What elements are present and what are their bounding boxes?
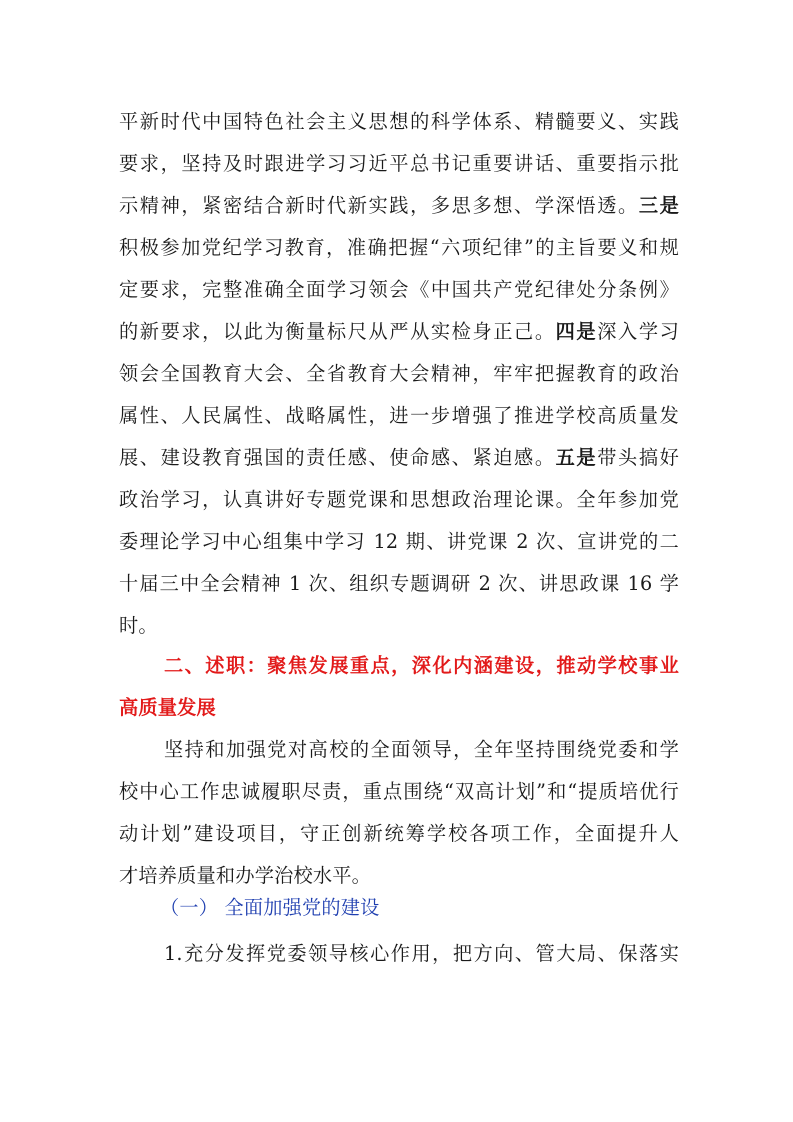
paragraph-line: 展、建设教育强国的责任感、使命感、紧迫感。五是带头搞好 (119, 446, 679, 469)
bold-ordinal: 五是 (555, 446, 598, 469)
paragraph-line: 委理论学习中心组集中学习 12 期、讲党课 2 次、宣讲党的二 (119, 530, 679, 553)
bold-ordinal: 四是 (555, 320, 598, 343)
paragraph-line: 校中心工作忠诚履职尽责，重点围绕“双高计划”和“提质培优行 (119, 780, 679, 803)
paragraph-line: 1.充分发挥党委领导核心作用，把方向、管大局、保落实 (164, 942, 679, 965)
paragraph-line: 要求，坚持及时跟进学习习近平总书记重要讲话、重要指示批 (119, 152, 679, 175)
paragraph-line: 领会全国教育大会、全省教育大会精神，牢牢把握教育的政治 (119, 362, 679, 385)
paragraph-line: 政治学习，认真讲好专题党课和思想政治理论课。全年参加党 (119, 488, 679, 511)
paragraph-line: 定要求，完整准确全面学习领会《中国共产党纪律处分条例》 (119, 278, 679, 301)
paragraph-line: 平新时代中国特色社会主义思想的科学体系、精髓要义、实践 (119, 110, 679, 133)
section-heading: 高质量发展 (119, 696, 216, 719)
paragraph-line: 积极参加党纪学习教育，准确把握“六项纪律”的主旨要义和规 (119, 236, 679, 259)
bold-ordinal: 三是 (638, 194, 679, 217)
paragraph-line: 属性、人民属性、战略属性，进一步增强了推进学校高质量发 (119, 404, 679, 427)
paragraph-line: 才培养质量和办学治校水平。 (119, 864, 372, 887)
subsection-heading: （一） 全面加强党的建设 (160, 896, 380, 919)
paragraph-line: 示精神，紧密结合新时代新实践，多思多想、学深悟透。三是 (119, 194, 679, 217)
paragraph-line: 时。 (119, 614, 158, 637)
paragraph-line: 十届三中全会精神 1 次、组织专题调研 2 次、讲思政课 16 学 (119, 572, 679, 595)
paragraph-line: 坚持和加强党对高校的全面领导，全年坚持围绕党委和学 (164, 738, 679, 761)
paragraph-line: 的新要求，以此为衡量标尺从严从实检身正己。四是深入学习 (119, 320, 679, 343)
paragraph-line: 动计划”建设项目，守正创新统筹学校各项工作，全面提升人 (119, 822, 679, 845)
section-heading: 二、述职：聚焦发展重点，深化内涵建设，推动学校事业 (164, 654, 679, 677)
